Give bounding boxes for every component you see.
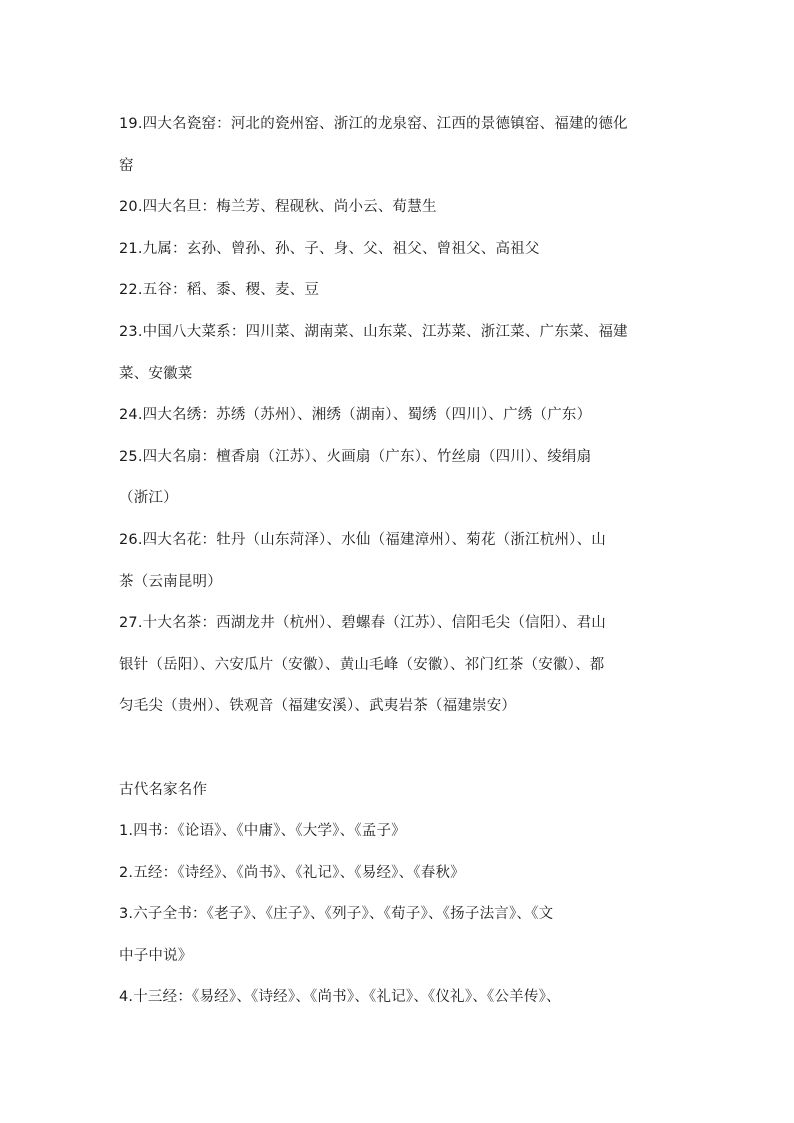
text-line: 银针（岳阳）、六安瓜片（安徽）、黄山毛峰（安徽）、祁门红茶（安徽）、都 — [119, 656, 605, 673]
text-line: 20.四大名旦：梅兰芳、程砚秋、尚小云、荀慧生 — [119, 199, 437, 216]
paragraph-spacer — [119, 728, 685, 770]
section-heading: 古代名家名作 — [119, 781, 208, 798]
text-line: 27.十大名茶：西湖龙井（杭州）、碧螺春（江苏）、信阳毛尖（信阳）、君山 — [119, 615, 607, 632]
text-line: 匀毛尖（贵州）、铁观音（福建安溪）、武夷岩茶（福建崇安） — [119, 698, 517, 715]
text-line: 3.六子全书：《老子》、《庄子》、《列子》、《荀子》、《扬子法言》、《文 — [119, 906, 554, 923]
text-line: 19.四大名瓷窑：河北的瓷州窑、浙江的龙泉窑、江西的景德镇窑、福建的德化 — [119, 116, 628, 132]
text-line: 22.五谷：稻、黍、稷、麦、豆 — [119, 282, 320, 299]
text-line: 菜、安徽菜 — [119, 365, 193, 382]
text-line: 茶（云南昆明） — [119, 573, 222, 590]
document-body — [119, 104, 685, 1019]
text-line: 24.四大名绣：苏绣（苏州）、湘绣（湖南）、蜀绣（四川）、广绣（广东） — [119, 407, 592, 424]
text-line: 4.十三经：《易经》、《诗经》、《尚书》、《礼记》、《仪礼》、《公羊传》、 — [119, 989, 561, 1006]
text-line: 中子中说》 — [119, 947, 193, 964]
text-line: 21.九属：玄孙、曾孙、孙、子、身、父、祖父、曾祖父、高祖父 — [119, 240, 540, 257]
text-line: 26.四大名花：牡丹（山东菏泽）、水仙（福建漳州）、菊花（浙江杭州）、山 — [119, 531, 607, 548]
text-line: 窑 — [119, 157, 134, 174]
text-line: （浙江） — [119, 490, 178, 507]
text-line: 2.五经：《诗经》、《尚书》、《礼记》、《易经》、《春秋》 — [119, 864, 465, 881]
text-line: 25.四大名扇：檀香扇（江苏）、火画扇（广东）、竹丝扇（四川）、绫绢扇 — [119, 448, 592, 465]
text-line: 1.四书：《论语》、《中庸》、《大学》、《孟子》 — [119, 823, 406, 840]
text-line: 23.中国八大菜系：四川菜、湖南菜、山东菜、江苏菜、浙江菜、广东菜、福建 — [119, 323, 628, 340]
